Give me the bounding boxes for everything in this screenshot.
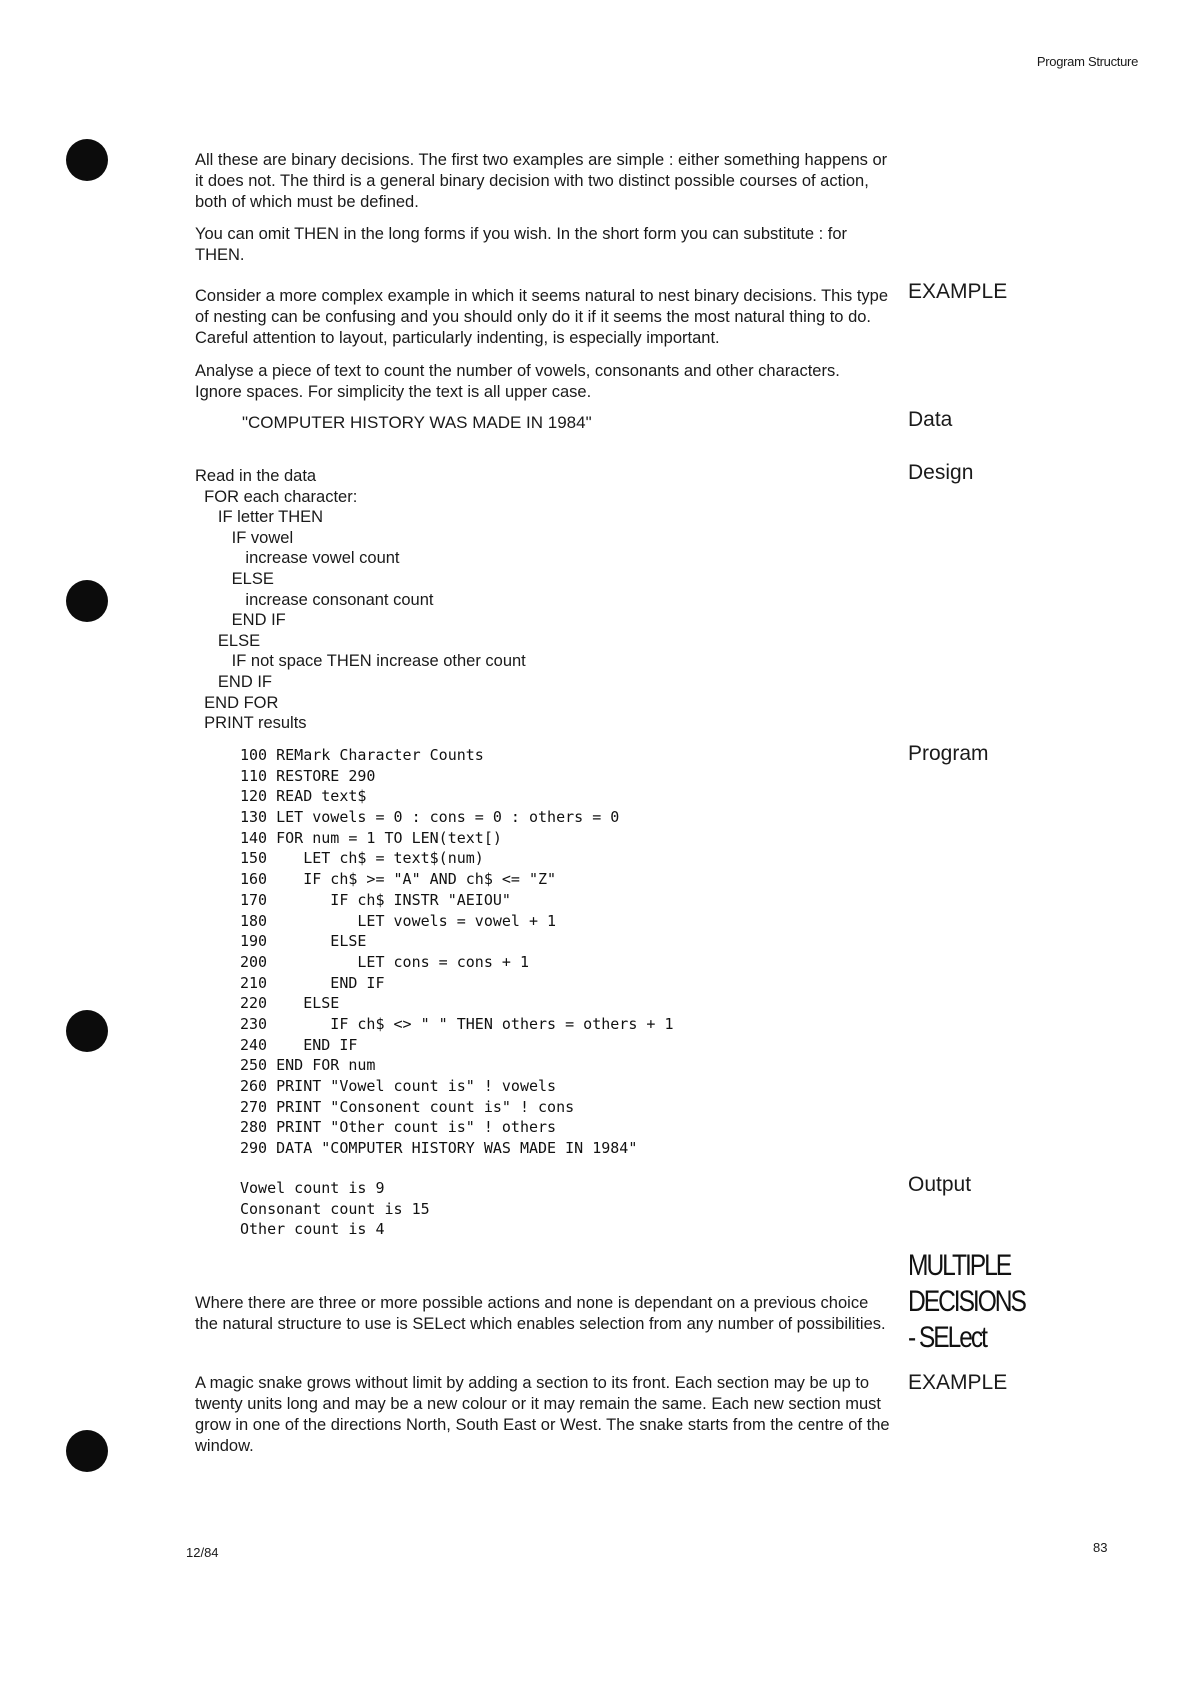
code-line: 180 LET vowels = vowel + 1 bbox=[240, 911, 557, 930]
output-line: Vowel count is 9 bbox=[240, 1179, 385, 1197]
pseudocode-line: END FOR bbox=[195, 693, 279, 712]
code-line: 120 READ text$ bbox=[240, 787, 367, 806]
code-line: 240 END IF bbox=[240, 1035, 358, 1054]
output-line: Consonant count is 15 bbox=[240, 1199, 430, 1218]
pseudocode-line: ELSE bbox=[195, 631, 261, 650]
sample-text-quote: "COMPUTER HISTORY WAS MADE IN 1984" bbox=[242, 413, 592, 432]
pseudocode-line: FOR each character: bbox=[195, 487, 358, 506]
code-line: 140 FOR num = 1 TO LEN(text[) bbox=[240, 828, 502, 847]
paragraph-omit-then: You can omit THEN in the long forms if you wish. In the short form you can substitute : for THEN. bbox=[195, 225, 848, 264]
binder-hole bbox=[66, 1430, 108, 1472]
binder-hole bbox=[66, 580, 108, 622]
design-pseudocode bbox=[195, 466, 526, 734]
paragraph-analyse-text: Analyse a piece of text to count the number of vowels, consonants and other characters. Ignore spaces. For simplicity the text is all upper case. bbox=[195, 362, 840, 401]
page-number: 83 bbox=[1093, 1540, 1108, 1555]
binder-hole bbox=[66, 139, 108, 181]
code-line: 220 ELSE bbox=[240, 994, 340, 1013]
side-label-program: Program bbox=[908, 742, 989, 765]
side-label-design: Design bbox=[908, 461, 974, 484]
code-line: 100 REMark Character Counts bbox=[240, 746, 484, 764]
program-listing bbox=[240, 745, 673, 1159]
code-line: 190 ELSE bbox=[240, 932, 367, 951]
paragraph-select: Where there are three or more possible actions and none is dependant on a previous choice the natural structure to use is SELect which enables selection from any number of possibilities. bbox=[195, 1294, 886, 1333]
program-output bbox=[240, 1178, 430, 1240]
code-line: 280 PRINT "Other count is" ! others bbox=[240, 1118, 557, 1137]
code-line: 230 IF ch$ <> " " THEN others = others + 1 bbox=[240, 1014, 674, 1033]
footer-date: 12/84 bbox=[186, 1545, 219, 1560]
pseudocode-line: Read in the data bbox=[195, 467, 317, 485]
paragraph-nesting: Consider a more complex example in which it seems natural to nest binary decisions. This type of nesting can be confusing and you should only do it if it seems the most natural thing to do. Careful attention to layout, particularly indenting, is especially important. bbox=[195, 287, 889, 347]
code-line: 250 END FOR num bbox=[240, 1056, 376, 1075]
code-line: 290 DATA "COMPUTER HISTORY WAS MADE IN 1984" bbox=[240, 1139, 638, 1158]
pseudocode-line: ELSE bbox=[195, 569, 274, 588]
binder-hole bbox=[66, 1010, 108, 1052]
pseudocode-line: increase consonant count bbox=[195, 590, 434, 609]
code-line: 260 PRINT "Vowel count is" ! vowels bbox=[240, 1077, 557, 1095]
code-line: 160 IF ch$ >= "A" AND ch$ <= "Z" bbox=[240, 870, 557, 889]
paragraph-binary-decisions: All these are binary decisions. The first two examples are simple : either something happens or it does not. The third is a general binary decision with two distinct possible courses of action, both of which must be defined. bbox=[195, 151, 888, 211]
heading-line: MULTIPLE bbox=[908, 1249, 1011, 1282]
heading-line: - SELect bbox=[908, 1321, 986, 1354]
pseudocode-line: IF not space THEN increase other count bbox=[195, 652, 526, 671]
code-line: 110 RESTORE 290 bbox=[240, 766, 376, 785]
code-line: 170 IF ch$ INSTR "AEIOU" bbox=[240, 890, 511, 909]
code-line: 130 LET vowels = 0 : cons = 0 : others = 0 bbox=[240, 808, 620, 827]
side-label-output: Output bbox=[908, 1173, 972, 1196]
paragraph-magic-snake: A magic snake grows without limit by adding a section to its front. Each section may be up to twenty units long and may be a new colour or it may remain the same. Each new section must grow in one of the directions North, South East or West. The snake starts from the centre of the window. bbox=[195, 1374, 890, 1455]
side-label-data: Data bbox=[908, 408, 953, 431]
code-line: 200 LET cons = cons + 1 bbox=[240, 952, 529, 971]
side-label-example-2: EXAMPLE bbox=[908, 1371, 1008, 1394]
code-line: 210 END IF bbox=[240, 973, 385, 992]
pseudocode-line: IF vowel bbox=[195, 528, 294, 547]
pseudocode-line: END IF bbox=[195, 672, 273, 691]
running-header: Program Structure bbox=[1036, 54, 1138, 69]
side-label-example: EXAMPLE bbox=[908, 280, 1008, 303]
code-line: 270 PRINT "Consonent count is" ! cons bbox=[240, 1097, 575, 1116]
pseudocode-line: PRINT results bbox=[195, 714, 307, 733]
section-heading-multiple-decisions bbox=[908, 1248, 1025, 1356]
output-line: Other count is 4 bbox=[240, 1220, 385, 1239]
pseudocode-line: IF letter THEN bbox=[195, 508, 324, 527]
pseudocode-line: increase vowel count bbox=[195, 549, 400, 568]
heading-line: DECISIONS bbox=[908, 1285, 1025, 1318]
code-line: 150 LET ch$ = text$(num) bbox=[240, 849, 484, 868]
pseudocode-line: END IF bbox=[195, 611, 286, 630]
